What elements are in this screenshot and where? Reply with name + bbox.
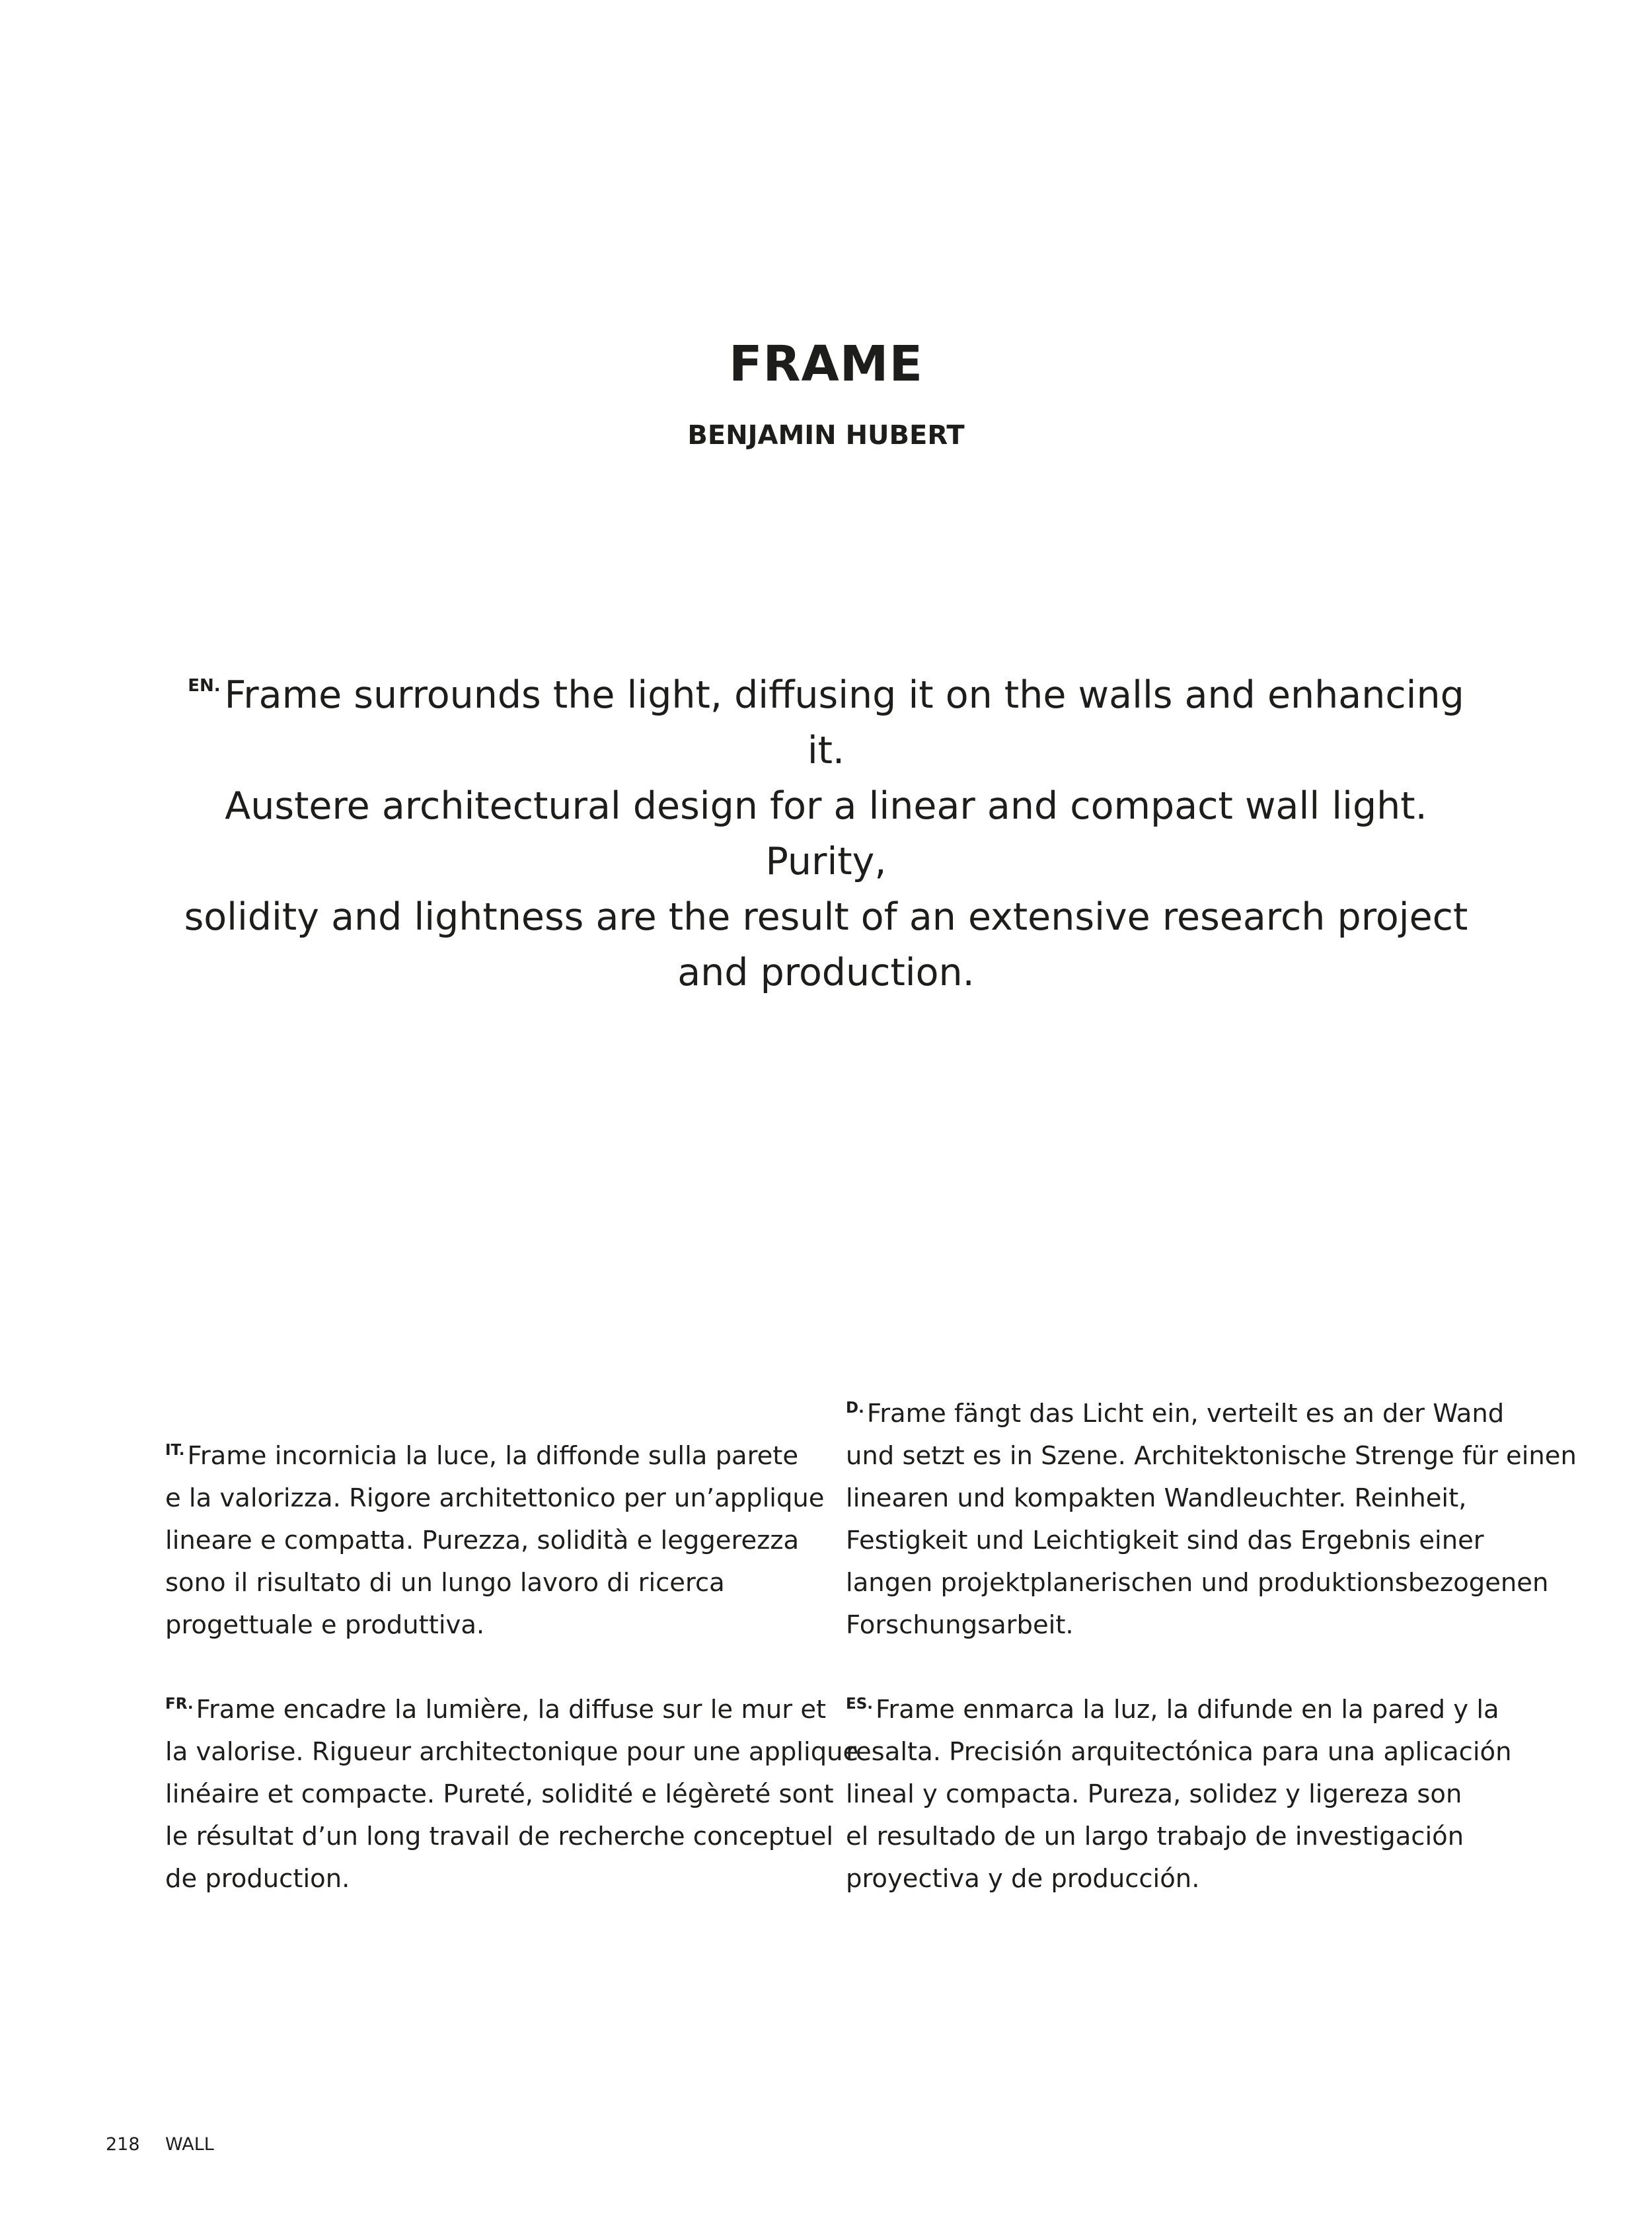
product-title: FRAME <box>729 336 923 392</box>
text-line: langen projektplanerischen und produktionsbezogenen <box>846 1568 1549 1598</box>
text-line: la valorise. Rigueur architectonique pour une applique <box>165 1737 859 1767</box>
text-block-fr <box>165 1689 858 1900</box>
intro-text-en <box>165 667 1487 1000</box>
text-line: Festigkeit und Leichtigkeit sind das Ergebnis einer <box>846 1526 1484 1555</box>
text-line: progettuale e produttiva. <box>165 1610 485 1640</box>
text-line: resalta. Precisión arquitectónica para una aplicación <box>846 1737 1512 1767</box>
section-label: WALL <box>165 2134 214 2155</box>
text-line: e la valorizza. Rigore architettonico per un’applique <box>165 1483 825 1513</box>
text-line: linearen und kompakten Wandleuchter. Reinheit, <box>846 1483 1467 1513</box>
intro-line: and production. <box>677 951 975 994</box>
lang-label-es: ES. <box>846 1695 874 1713</box>
text-line: lineare e compatta. Purezza, solidità e leggerezza <box>165 1526 800 1555</box>
lang-label-it: IT. <box>165 1442 185 1459</box>
lang-label-en: EN. <box>188 676 221 696</box>
text-block-d <box>846 1393 1577 1647</box>
designer-name: BENJAMIN HUBERT <box>687 420 965 451</box>
text-line: Frame enmarca la luz, la difunde en la pared y la <box>876 1695 1499 1725</box>
text-line: lineal y compacta. Pureza, solidez y ligereza son <box>846 1779 1462 1809</box>
text-line: linéaire et compacte. Pureté, solidité e légèreté sont <box>165 1779 834 1809</box>
page-number: 218 <box>106 2134 140 2155</box>
intro-line: solidity and lightness are the result of an extensive research project <box>184 895 1468 939</box>
intro-line: Austere architectural design for a linear and compact wall light. Purity, <box>225 784 1427 883</box>
lang-label-fr: FR. <box>165 1695 194 1713</box>
text-line: Frame incornicia la luce, la diffonde sulla parete <box>187 1441 799 1471</box>
text-line: sono il risultato di un lungo lavoro di ricerca <box>165 1568 725 1598</box>
text-block-es <box>846 1689 1512 1900</box>
text-block-it <box>165 1435 825 1647</box>
lang-label-d: D. <box>846 1399 864 1417</box>
text-line: Forschungsarbeit. <box>846 1610 1074 1640</box>
text-line: und setzt es in Szene. Architektonische Strenge für einen <box>846 1441 1577 1471</box>
text-line: proyectiva y de producción. <box>846 1864 1200 1894</box>
text-line: le résultat d’un long travail de recherche conceptuel <box>165 1822 834 1851</box>
text-line: Frame encadre la lumière, la diffuse sur le mur et <box>196 1695 827 1725</box>
text-line: de production. <box>165 1864 350 1894</box>
intro-line: Frame surrounds the light, diffusing it on the walls and enhancing it. <box>224 673 1464 772</box>
text-line: el resultado de un largo trabajo de investigación <box>846 1822 1464 1851</box>
text-line: Frame fängt das Licht ein, verteilt es an der Wand <box>866 1399 1505 1429</box>
